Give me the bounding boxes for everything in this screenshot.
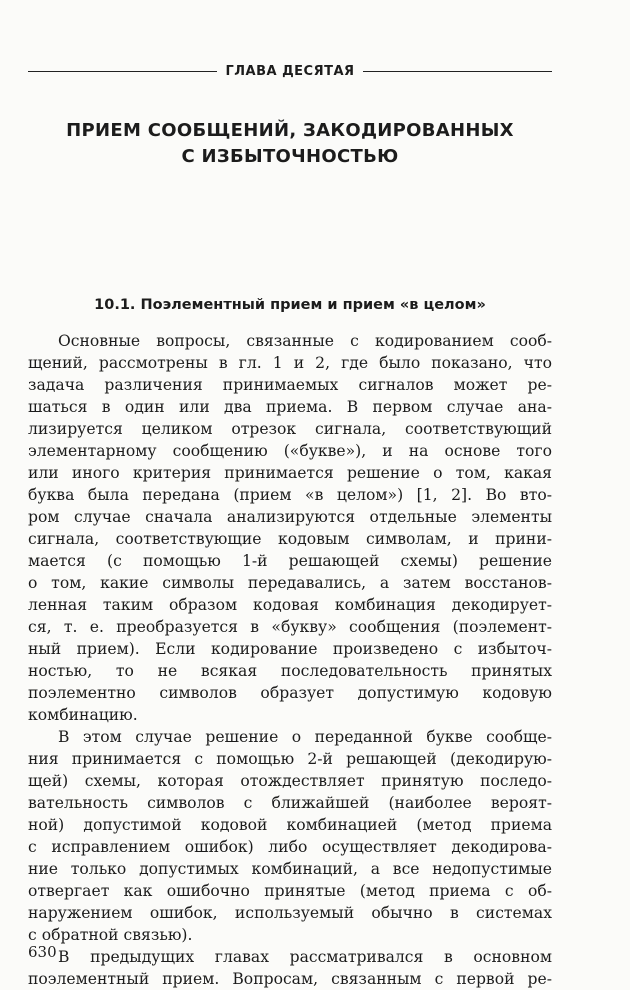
section-heading: 10.1. Поэлементный прием и прием «в целом» [94,297,486,313]
text-line: ный прием). Если кодирование произведено с избыточ- [28,640,552,658]
text-line: сигнала, соответствующие кодовым символам, и прини- [28,530,552,548]
page-number: 630 [28,943,57,961]
text-line: с обратной связью). [28,926,193,944]
header-rule-right [363,71,552,72]
text-line: ние только допустимых комбинаций, а все недопустимые [28,860,552,878]
text-line: ром случае сначала анализируются отдельные элементы [28,508,552,526]
text-line: В предыдущих главах рассматривался в основном [58,948,552,966]
text-line: элементарному сообщению («букве»), и на основе того [28,442,552,460]
text-line: буква была передана (прием «в целом») [1, 2]. Во вто- [28,486,552,504]
header-rule-left [28,71,217,72]
text-line: ностью, то не всякая последовательность принятых [28,662,552,680]
text-line: ленная таким образом кодовая комбинация декодирует- [28,596,552,614]
chapter-title-line: С ИЗБЫТОЧНОСТЬЮ [181,146,399,167]
paragraph [28,946,552,990]
text-line: вательность символов с ближайшей (наиболее вероят- [28,794,552,812]
paragraph [28,330,552,726]
body-text [28,330,552,990]
chapter-header [28,64,552,79]
text-line: ся, т. е. преобразуется в «букву» сообщения (поэлемент- [28,618,552,636]
text-line: комбинацию. [28,706,138,724]
text-line: щей) схемы, которая отождествляет принятую последо- [28,772,552,790]
text-line: отвергает как ошибочно принятые (метод приема с об- [28,882,552,900]
chapter-title-line: ПРИЕМ СООБЩЕНИЙ, ЗАКОДИРОВАННЫХ [66,120,514,141]
text-line: В этом случае решение о переданной букве сообще- [58,728,552,746]
text-line: наружением ошибок, используемый обычно в системах [28,904,552,922]
text-line: или иного критерия принимается решение о том, какая [28,464,552,482]
text-line: о том, какие символы передавались, а затем восстанов- [28,574,552,592]
text-line: с исправлением ошибок) либо осуществляет декодирова- [28,838,552,856]
text-line: ния принимается с помощью 2-й решающей (декодирую- [28,750,552,768]
text-line: поэлементно символов образует допустимую кодовую [28,684,552,702]
chapter-title [28,118,552,170]
text-line: мается (с помощью 1-й решающей схемы) решение [28,552,552,570]
text-line: щений, рассмотрены в гл. 1 и 2, где было показано, что [28,354,552,372]
text-line: шаться в один или два приема. В первом случае ана- [28,398,552,416]
text-line: Основные вопросы, связанные с кодированием сооб- [58,332,552,350]
text-line: лизируется целиком отрезок сигнала, соответствующий [28,420,552,438]
text-line: ной) допустимой кодовой комбинацией (метод приема [28,816,552,834]
text-line: задача различения принимаемых сигналов может ре- [28,376,552,394]
chapter-label: ГЛАВА ДЕСЯТАЯ [225,64,355,79]
paragraph [28,726,552,946]
text-line: поэлементный прием. Вопросам, связанным с первой ре- [28,970,552,988]
